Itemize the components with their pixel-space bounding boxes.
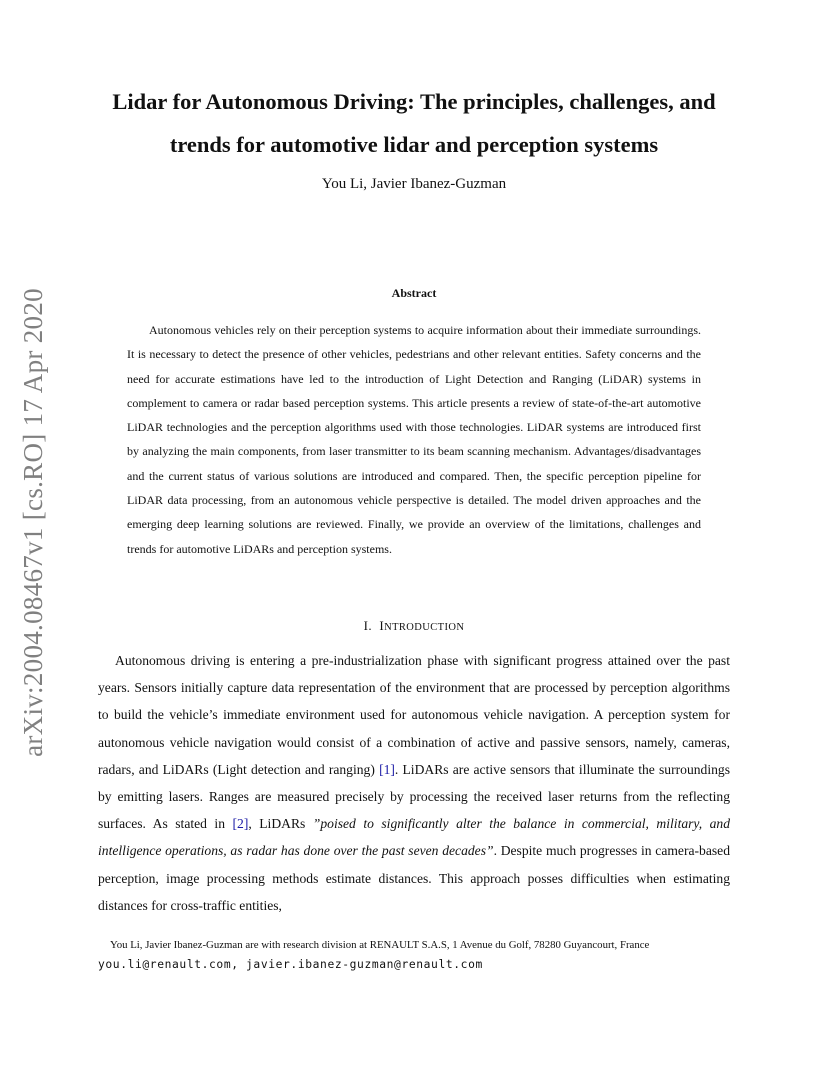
section-numeral: I. xyxy=(363,618,373,633)
intro-text-1: Autonomous driving is entering a pre-industrialization phase with significant progress attained over the past years. Sensors initially capture data representation of the environment that are processed by perception algorithms to build the vehicle’s immediate environment used for autonomous vehicle navigation. A perception system for autonomous vehicle navigation would consist of a combination of active and passive sensors, namely, cameras, radars, and LiDARs (Light detection and ranging) xyxy=(98,653,730,777)
paper-authors: You Li, Javier Ibanez-Guzman xyxy=(321,176,507,192)
footnote-emails: you.li@renault.com, javier.ibanez-guzman@renault.com xyxy=(98,958,483,971)
affiliation-footnote xyxy=(98,936,730,974)
intro-text-4: . Despite much progresses in camera-based perception, image processing methods estimate distances. This approach posses difficulties when estimating distances for cross-traffic entities, xyxy=(98,843,730,913)
footnote-affiliation: You Li, Javier Ibanez-Guzman are with research division at RENAULT S.A.S, 1 Avenue du Golf, 78280 Guyancourt, France xyxy=(110,939,650,951)
citation-link-1[interactable]: [1] xyxy=(379,761,395,777)
citation-link-2[interactable]: [2] xyxy=(232,816,249,832)
arxiv-id-text: arXiv:2004.08467v1 [cs.RO] 17 Apr 2020 xyxy=(17,287,48,757)
section-title-rest: NTRODUCTION xyxy=(384,622,465,633)
intro-text-3: , LiDARs xyxy=(248,816,313,832)
intro-quote: ”poised to significantly alter the balance in commercial, military, and intelligence operations, as radar has done over the past seven decades” xyxy=(98,816,730,859)
section-heading-introduction xyxy=(80,617,748,637)
introduction-paragraph xyxy=(98,647,730,919)
abstract-heading: Abstract xyxy=(391,286,437,300)
section-title-initial: I xyxy=(379,618,385,633)
paper-title: Lidar for Autonomous Driving: The principles, challenges, and trends for automotive lidar and perception systems xyxy=(112,89,716,157)
abstract-text: Autonomous vehicles rely on their perception systems to acquire information about their immediate surroundings. It is necessary to detect the presence of other vehicles, pedestrians and other relevant entities. Safety concerns and the need for accurate estimations have led to the introduction of Light Detection and Ranging (LiDAR) systems in complement to camera or radar based perception systems. This article presents a review of state-of-the-art automotive LiDAR technologies and the perception algorithms used with those technologies. LiDAR systems are introduced first by analyzing the main components, from laser transmitter to its beam scanning mechanism. Advantages/disadvantages and the current status of various solutions are introduced and compared. Then, the specific perception pipeline for LiDAR data processing, from an autonomous vehicle perspective is detailed. The model driven approaches and the emerging deep learning solutions are reviewed. Finally, we provide an overview of the limitations, challenges and trends for automotive LiDARs and perception systems. xyxy=(127,323,701,556)
intro-text-2: . LiDARs are active sensors that illuminate the surroundings by emitting lasers. Ranges are measured precisely by processing the received laser returns from the reflecting surfaces. As stated in xyxy=(98,761,731,832)
arxiv-stamp xyxy=(8,282,58,762)
